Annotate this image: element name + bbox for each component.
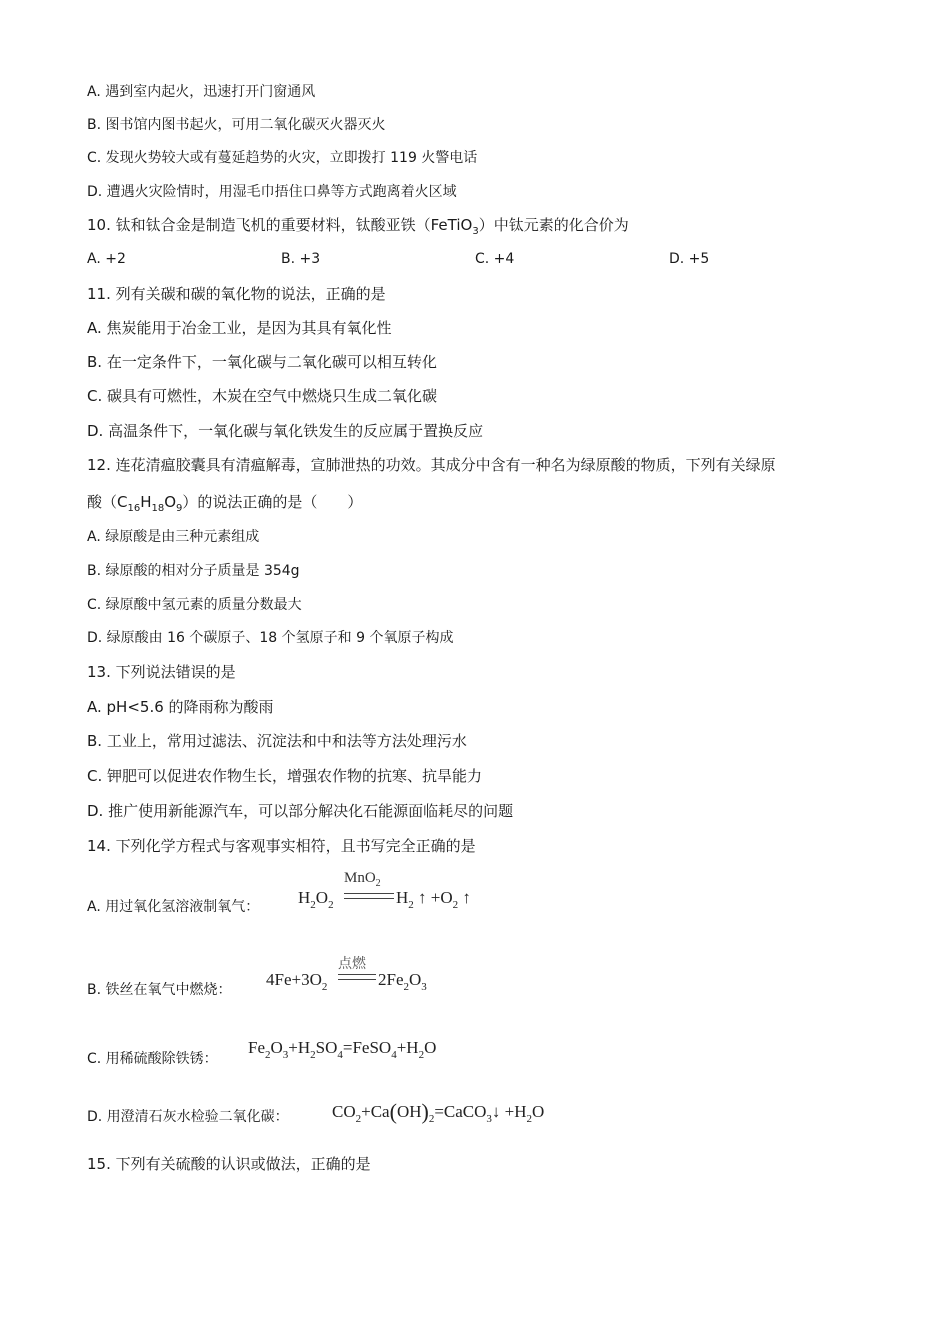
q12-stem-line2: 酸$(C_{16}H_{18}O_9)$的说法正确的是（ ） [87, 493, 363, 514]
q14-option-b-label: B. 铁丝在氧气中燃烧： [87, 982, 232, 998]
q14-a-reactant: $H_2O_2$ [298, 888, 334, 911]
q12-option-d: D. 绿原酸由 16 个碳原子、18 个氢原子和 9 个氧原子构成 [87, 630, 454, 646]
q14-b-equals-sign [338, 974, 376, 980]
q13-option-b: B. 工业上，常用过滤法、沉淀法和中和法等方法处理污水 [87, 732, 467, 750]
q14-d-equation: $CO_2+Ca(OH)_2=CaCO_3↓ +H_2O$ [332, 1099, 545, 1125]
q14-c-equation: $Fe_2O_3+H_2SO_4=FeSO_4+H_2O$ [248, 1038, 437, 1061]
fire-option-d: D. 遭遇火灾险情时，用湿毛巾捂住口鼻等方式跑离着火区域 [87, 184, 457, 200]
q11-option-c: C. 碳具有可燃性，木炭在空气中燃烧只生成二氧化碳 [87, 387, 438, 405]
q12-option-c: C. 绿原酸中氢元素的质量分数最大 [87, 597, 302, 613]
q12-stem-line1: 12. 连花清瘟胶囊具有清瘟解毒，宣肺泄热的功效。其成分中含有一种名为绿原酸的物质，下列有关绿原 [87, 456, 776, 474]
q14-a-products: $H_2$ ↑ $+O_2$ ↑ [396, 888, 471, 911]
q13-option-a: A. pH<5.6 的降雨称为酸雨 [87, 698, 274, 716]
q14-b-condition: 点燃 [338, 957, 366, 972]
q15-stem: 15. 下列有关硫酸的认识或做法，正确的是 [87, 1155, 371, 1173]
q14-stem: 14. 下列化学方程式与客观事实相符，且书写完全正确的是 [87, 837, 476, 855]
q14-b-reactants: $4Fe+3O_2$ [266, 970, 328, 993]
q14-option-c-label: C. 用稀硫酸除铁锈： [87, 1051, 218, 1067]
q14-a-equals-sign [344, 893, 394, 899]
q11-option-a: A. 焦炭能用于冶金工业，是因为其具有氧化性 [87, 319, 392, 337]
q14-a-condition: MnO$_2$ [344, 870, 381, 889]
fire-option-b: B. 图书馆内图书起火，可用二氧化碳灭火器灭火 [87, 117, 386, 133]
q11-option-d: D. 高温条件下，一氧化碳与氧化铁发生的反应属于置换反应 [87, 422, 484, 440]
q13-stem: 13. 下列说法错误的是 [87, 663, 236, 681]
q10-stem: 10. 钛和钛合金是制造飞机的重要材料，钛酸亚铁（FeTiO$_3$）中钛元素的化合价为 [87, 216, 629, 237]
fire-option-a: A. 遇到室内起火，迅速打开门窗通风 [87, 84, 316, 100]
fire-option-c: C. 发现火势较大或有蔓延趋势的火灾，立即拨打 119 火警电话 [87, 150, 478, 166]
q10-option-a: A. +2 [87, 251, 126, 267]
q14-b-product: $2Fe_2O_3$ [378, 970, 427, 993]
q11-option-b: B. 在一定条件下，一氧化碳与二氧化碳可以相互转化 [87, 353, 437, 371]
q11-stem: 11. 列有关碳和碳的氧化物的说法，正确的是 [87, 285, 386, 303]
q12-option-a: A. 绿原酸是由三种元素组成 [87, 529, 260, 545]
q13-option-d: D. 推广使用新能源汽车，可以部分解决化石能源面临耗尽的问题 [87, 802, 514, 820]
q10-option-d: D. +5 [669, 251, 710, 267]
q10-option-b: B. +3 [281, 251, 321, 267]
q10-option-c: C. +4 [475, 251, 515, 267]
q14-option-a-label: A. 用过氧化氢溶液制氧气： [87, 899, 260, 915]
q14-option-d-label: D. 用澄清石灰水检验二氧化碳： [87, 1109, 289, 1125]
q12-option-b: B. 绿原酸的相对分子质量是 354g [87, 563, 300, 579]
q13-option-c: C. 钾肥可以促进农作物生长，增强农作物的抗寒、抗旱能力 [87, 767, 483, 785]
